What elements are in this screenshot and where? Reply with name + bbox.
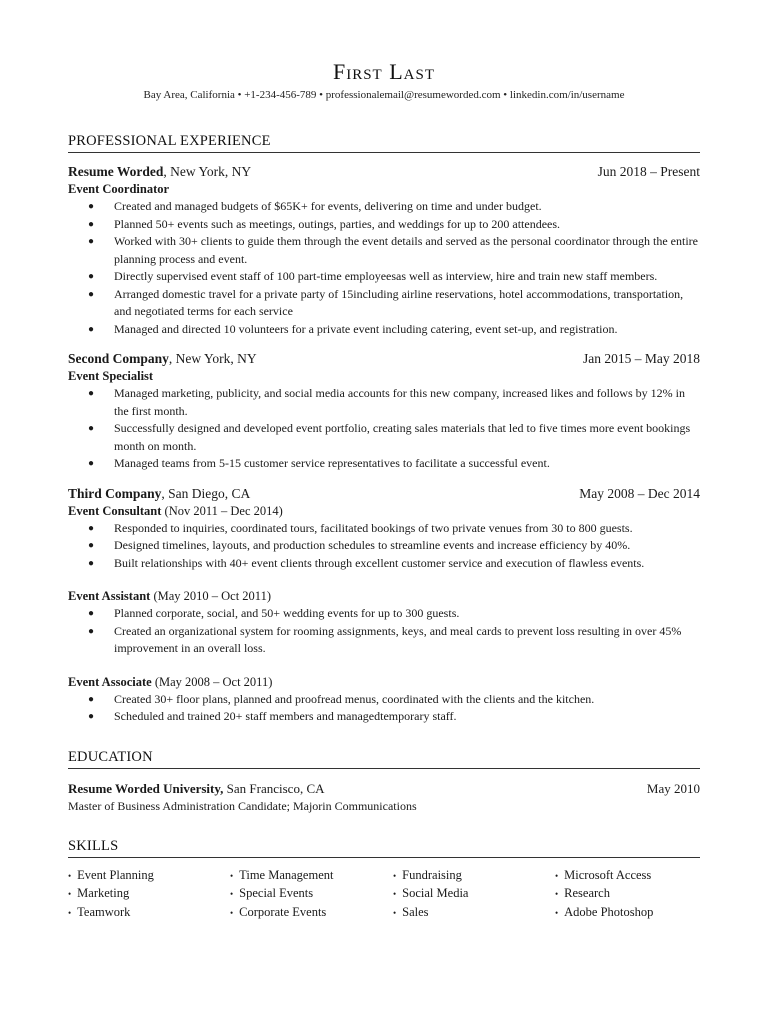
skill-bullet-icon: • (555, 889, 559, 899)
bullet-item (88, 537, 700, 555)
role-title: Event Specialist (68, 369, 154, 383)
company-dates: Jan 2015 – May 2018 (583, 351, 700, 366)
company-heading (68, 163, 251, 181)
role-period: (May 2010 – Oct 2011) (150, 589, 272, 603)
bullet-text: Managed and directed 10 volunteers for a private event including catering, event set-up, and registration. (114, 321, 618, 336)
bullet-text: Successfully designed and developed event portfolio, creating sales materials that led to five times more event bookings month on month. (114, 421, 691, 453)
contact-line: Bay Area, California • +1-234-456-789 • professionalemail@resumeworded.com • linkedin.com/in/username (143, 89, 625, 101)
company-dates: Jun 2018 – Present (597, 164, 700, 179)
bullet-text: Designed timelines, layouts, and production schedules to streamline events and increase efficiency by 40%. (114, 538, 631, 552)
skill-bullet-icon: • (68, 907, 72, 918)
role-period: (Nov 2011 – Dec 2014) (161, 503, 283, 518)
section-heading-skills: SKILLS (68, 837, 700, 858)
bullet-dot-icon: ● (88, 271, 95, 282)
role-title: Event Coordinator (68, 182, 170, 196)
bullet-dot-icon: ● (88, 458, 95, 469)
skill-label: Special Events (239, 886, 314, 900)
candidate-name: First Last (332, 59, 436, 84)
company-location: , San Diego, CA (161, 485, 251, 501)
bullet-text: Planned corporate, social, and 50+ wedding events for up to 300 guests. (114, 606, 460, 620)
company-row (68, 163, 700, 181)
company-row (68, 350, 700, 368)
bullet-dot-icon: ● (88, 201, 95, 212)
education-date: May 2010 (646, 780, 700, 796)
education-degree: Master of Business Administration Candidate; Majorin Communications (68, 798, 417, 813)
skill-item (393, 867, 555, 886)
bullet-text: Created an organizational system for rooming assignments, keys, and meal cards to prevent loss resulting in over 45% improvement in an overall loss. (114, 623, 682, 655)
skill-bullet-icon: • (555, 870, 559, 881)
bullet-item (88, 623, 700, 658)
bullet-dot-icon: ● (88, 236, 95, 247)
education-entry (68, 780, 700, 798)
skill-item (68, 867, 230, 886)
bullet-text: Directly supervised event staff of 100 part-time employeesas well as interview, hire and train new staff members. (114, 269, 658, 283)
skill-item (230, 885, 393, 904)
skill-label: Time Management (239, 867, 334, 882)
bullet-dot-icon: ● (88, 711, 95, 722)
bullet-text: Responded to inquiries, coordinated tours, facilitated bookings of two private venues from 30 to 800 guests. (114, 520, 633, 535)
bullet-dot-icon: ● (88, 608, 95, 619)
bullet-list (68, 605, 700, 658)
skill-item (393, 885, 555, 904)
bullet-item (88, 555, 700, 573)
education-school-line (68, 780, 325, 798)
skill-bullet-icon: • (230, 889, 234, 899)
bullet-item (88, 268, 700, 286)
role-heading (68, 588, 700, 605)
role-title: Event Consultant (68, 503, 162, 518)
company-heading (68, 485, 250, 503)
skill-bullet-icon: • (393, 907, 397, 918)
skills-grid (68, 867, 700, 923)
skill-bullet-icon: • (555, 907, 559, 918)
role-heading (68, 503, 700, 520)
skill-label: Microsoft Access (564, 867, 652, 882)
skill-bullet-icon: • (68, 889, 72, 899)
bullet-item (88, 708, 700, 726)
education-location: San Francisco, CA (223, 780, 325, 796)
bullet-dot-icon: ● (88, 323, 95, 335)
bullet-item (88, 321, 700, 339)
bullet-dot-icon: ● (88, 557, 95, 569)
bullet-dot-icon: ● (88, 540, 95, 551)
role-heading (68, 368, 700, 385)
bullet-item (88, 605, 700, 623)
role-heading (68, 181, 700, 198)
skills-column (230, 867, 393, 923)
skill-label: Event Planning (77, 867, 154, 882)
bullet-list (68, 691, 700, 726)
education-school: Resume Worded University, (68, 780, 224, 796)
company-dates: May 2008 – Dec 2014 (579, 485, 700, 501)
bullet-item (88, 520, 700, 538)
bullet-dot-icon: ● (88, 388, 95, 399)
skill-label: Social Media (402, 886, 469, 900)
skills-column (68, 867, 230, 923)
bullet-item (88, 233, 700, 268)
bullet-item (88, 691, 700, 709)
bullet-dot-icon: ● (88, 423, 95, 434)
skill-item (555, 885, 700, 904)
bullet-item (88, 385, 700, 420)
skill-label: Teamwork (77, 904, 131, 919)
bullet-text: Managed marketing, publicity, and social media accounts for this new company, increased likes and follows by 12% in the first month. (114, 386, 685, 418)
skill-bullet-icon: • (393, 889, 397, 899)
role-title: Event Associate (68, 674, 152, 689)
skill-bullet-icon: • (230, 870, 234, 881)
bullet-list (68, 385, 700, 473)
skill-item (555, 867, 700, 886)
bullet-text: Scheduled and trained 20+ staff members and managedtemporary staff. (114, 709, 457, 723)
bullet-text: Arranged domestic travel for a private party of 15including airline reservations, hotel accommodations, transportation, and negotiated terms for each service (114, 286, 684, 318)
bullet-text: Built relationships with 40+ event clients through excellent customer service and execution of flawless events. (114, 555, 645, 570)
section-heading-experience: PROFESSIONAL EXPERIENCE (68, 132, 700, 153)
skill-bullet-icon: • (230, 907, 234, 918)
skill-item (555, 904, 700, 923)
skill-item (68, 885, 230, 904)
bullet-item (88, 420, 700, 455)
skill-bullet-icon: • (393, 870, 397, 881)
bullet-list (68, 198, 700, 338)
skill-label: Adobe Photoshop (564, 904, 654, 919)
bullet-dot-icon: ● (88, 218, 95, 230)
role-heading (68, 674, 700, 691)
bullet-dot-icon: ● (88, 625, 95, 637)
company-location: , New York, NY (168, 351, 257, 366)
bullet-dot-icon: ● (88, 288, 95, 300)
skill-item (230, 904, 393, 923)
resume-page (68, 58, 700, 922)
role-title: Event Assistant (68, 589, 151, 603)
company-row (68, 485, 700, 503)
skill-item (393, 904, 555, 923)
skill-item (230, 867, 393, 886)
bullet-text: Created and managed budgets of $65K+ for events, delivering on time and under budget. (114, 199, 542, 213)
skill-bullet-icon: • (68, 870, 72, 881)
bullet-item (88, 286, 700, 321)
company-heading (68, 350, 257, 368)
bullet-dot-icon: ● (88, 522, 95, 534)
bullet-item (88, 216, 700, 234)
skills-column (555, 867, 700, 923)
skill-label: Research (564, 886, 610, 900)
bullet-text: Worked with 30+ clients to guide them through the event details and served as the personal coordinator through the entire planning process and event. (114, 234, 698, 266)
section-heading-education: EDUCATION (68, 748, 700, 769)
bullet-item (88, 455, 700, 473)
experience-list (68, 163, 700, 726)
bullet-dot-icon: ● (88, 693, 95, 705)
bullet-list (68, 520, 700, 573)
skill-item (68, 904, 230, 923)
company-name: Third Company (68, 485, 162, 501)
company-name: Resume Worded (68, 164, 164, 179)
bullet-text: Created 30+ floor plans, planned and proofread menus, coordinated with the clients and the kitchen. (114, 691, 595, 706)
skill-label: Corporate Events (239, 904, 327, 919)
skill-label: Sales (402, 904, 429, 919)
company-location: , New York, NY (163, 164, 252, 179)
role-period: (May 2008 – Oct 2011) (151, 674, 273, 689)
bullet-text: Managed teams from 5-15 customer service representatives to facilitate a successful event. (114, 456, 550, 470)
skill-label: Marketing (77, 886, 130, 900)
skills-column (393, 867, 555, 923)
skill-label: Fundraising (402, 867, 462, 882)
bullet-item (88, 198, 700, 216)
company-name: Second Company (68, 351, 169, 366)
bullet-text: Planned 50+ events such as meetings, outings, parties, and weddings for up to 200 attendees. (114, 216, 561, 231)
